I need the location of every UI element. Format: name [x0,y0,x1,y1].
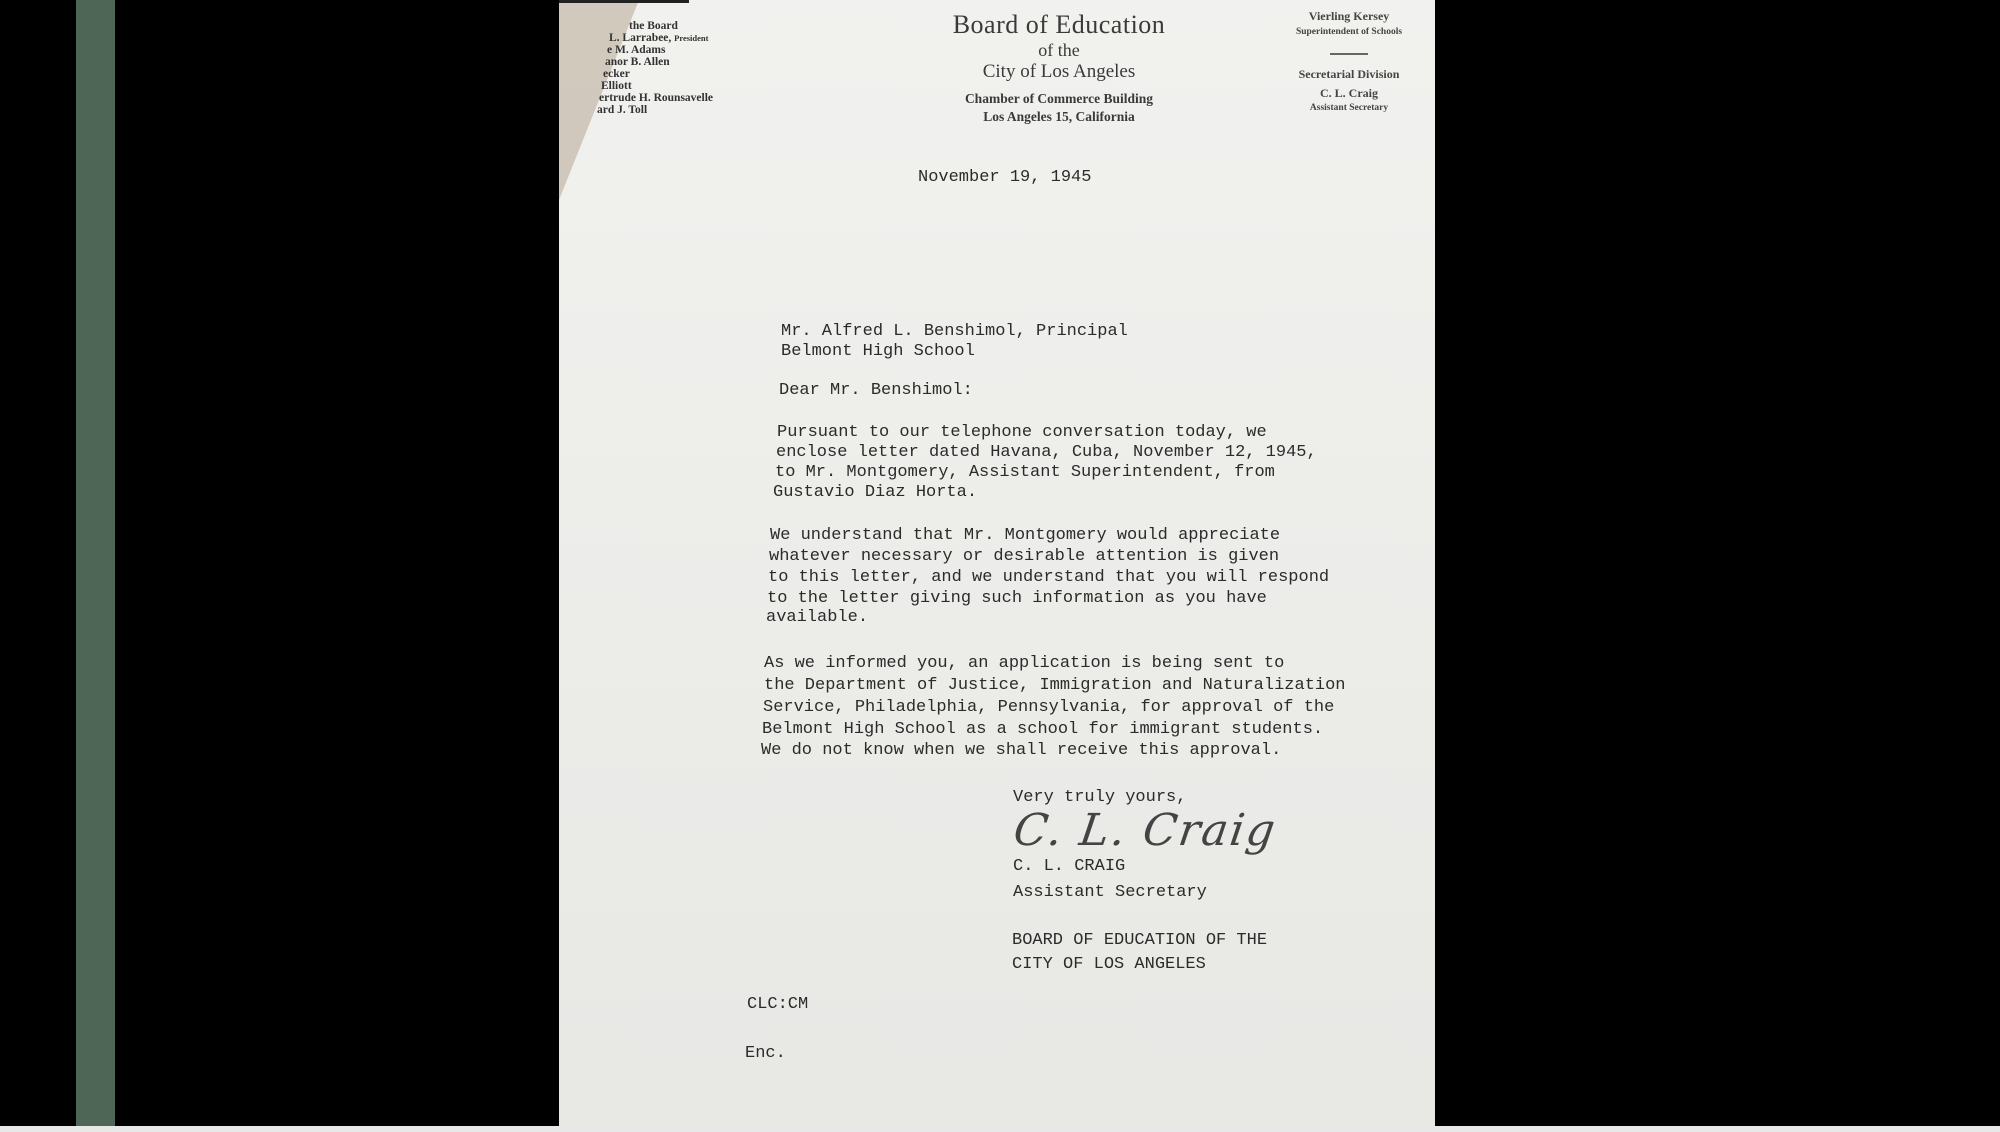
salutation: Dear Mr. Benshimol: [779,381,973,400]
secretary-title: Assistant Secretary [1309,103,1389,113]
letterhead-title: Board of Education [952,10,1166,39]
paragraph-line: Belmont High School as a school for immigrant students. [762,720,1324,739]
paragraph-line: to the letter giving such information as you have [767,589,1267,608]
letter-date: November 19, 1945 [918,168,1092,187]
board-member: anor B. Allen [605,56,670,68]
organization-line-1: BOARD OF EDUCATION OF THE [1012,931,1268,950]
side-strip [76,0,115,1126]
letterhead-building: Chamber of Commerce Building [964,91,1154,106]
superintendent-name: Vierling Kersey [1308,9,1390,23]
recipient-line-1: Mr. Alfred L. Benshimol, Principal [781,322,1128,341]
paragraph-line: to this letter, and we understand that you will respond [768,568,1330,587]
letterhead-center [839,10,1279,125]
paragraph-line: the Department of Justice, Immigration and Naturalization [764,676,1346,695]
superintendent-title: Superintendent of Schools [1295,27,1403,37]
board-members-list [579,20,713,116]
paragraph-line: whatever necessary or desirable attention is given [769,547,1280,566]
recipient-line-2: Belmont High School [781,342,975,361]
letterhead-city: City of Los Angeles [982,61,1136,82]
signer-title: Assistant Secretary [1013,883,1207,902]
paragraph-line: available. [766,608,869,627]
board-member: L. Larrabee, President [609,32,709,44]
signer-name: C. L. CRAIG [1013,857,1126,876]
paragraph-line: Gustavio Diaz Horta. [773,483,978,502]
closing: Very truly yours, [1013,788,1187,807]
paragraph-line: We do not know when we shall receive this approval. [761,741,1282,760]
paragraph-line: Pursuant to our telephone conversation today, we [777,423,1267,442]
reference-initials: CLC:CM [747,995,809,1014]
board-member: ecker [603,68,630,80]
board-member: Elliott [601,80,632,92]
board-heading: the Board [629,20,678,32]
divider [1330,53,1368,55]
paragraph-line: to Mr. Montgomery, Assistant Superintendent, from [775,463,1275,482]
paragraph-line: Service, Philadelphia, Pennsylvania, for approval of the [763,698,1335,717]
paragraph-line: As we informed you, an application is being sent to [764,654,1285,673]
enclosure-note: Enc. [745,1044,786,1063]
board-member: ard J. Toll [597,104,648,116]
bottom-bar [0,1126,2000,1132]
letter-page [559,0,1435,1126]
letterhead-right [1269,9,1429,113]
paragraph-line: We understand that Mr. Montgomery would appreciate [770,526,1281,545]
corner-edge [559,0,689,3]
division-name: Secretarial Division [1298,67,1400,81]
paragraph-line: enclose letter dated Havana, Cuba, November 12, 1945, [776,443,1317,462]
board-member: ertrude H. Rounsavelle [599,92,714,104]
letterhead-address: Los Angeles 15, California [983,109,1135,124]
secretary-name: C. L. Craig [1320,86,1378,100]
letterhead-of-the: of the [1038,40,1080,60]
organization-line-2: CITY OF LOS ANGELES [1012,955,1206,974]
board-member: e M. Adams [607,44,666,56]
handwritten-signature: C. L. Craig [1010,805,1281,856]
